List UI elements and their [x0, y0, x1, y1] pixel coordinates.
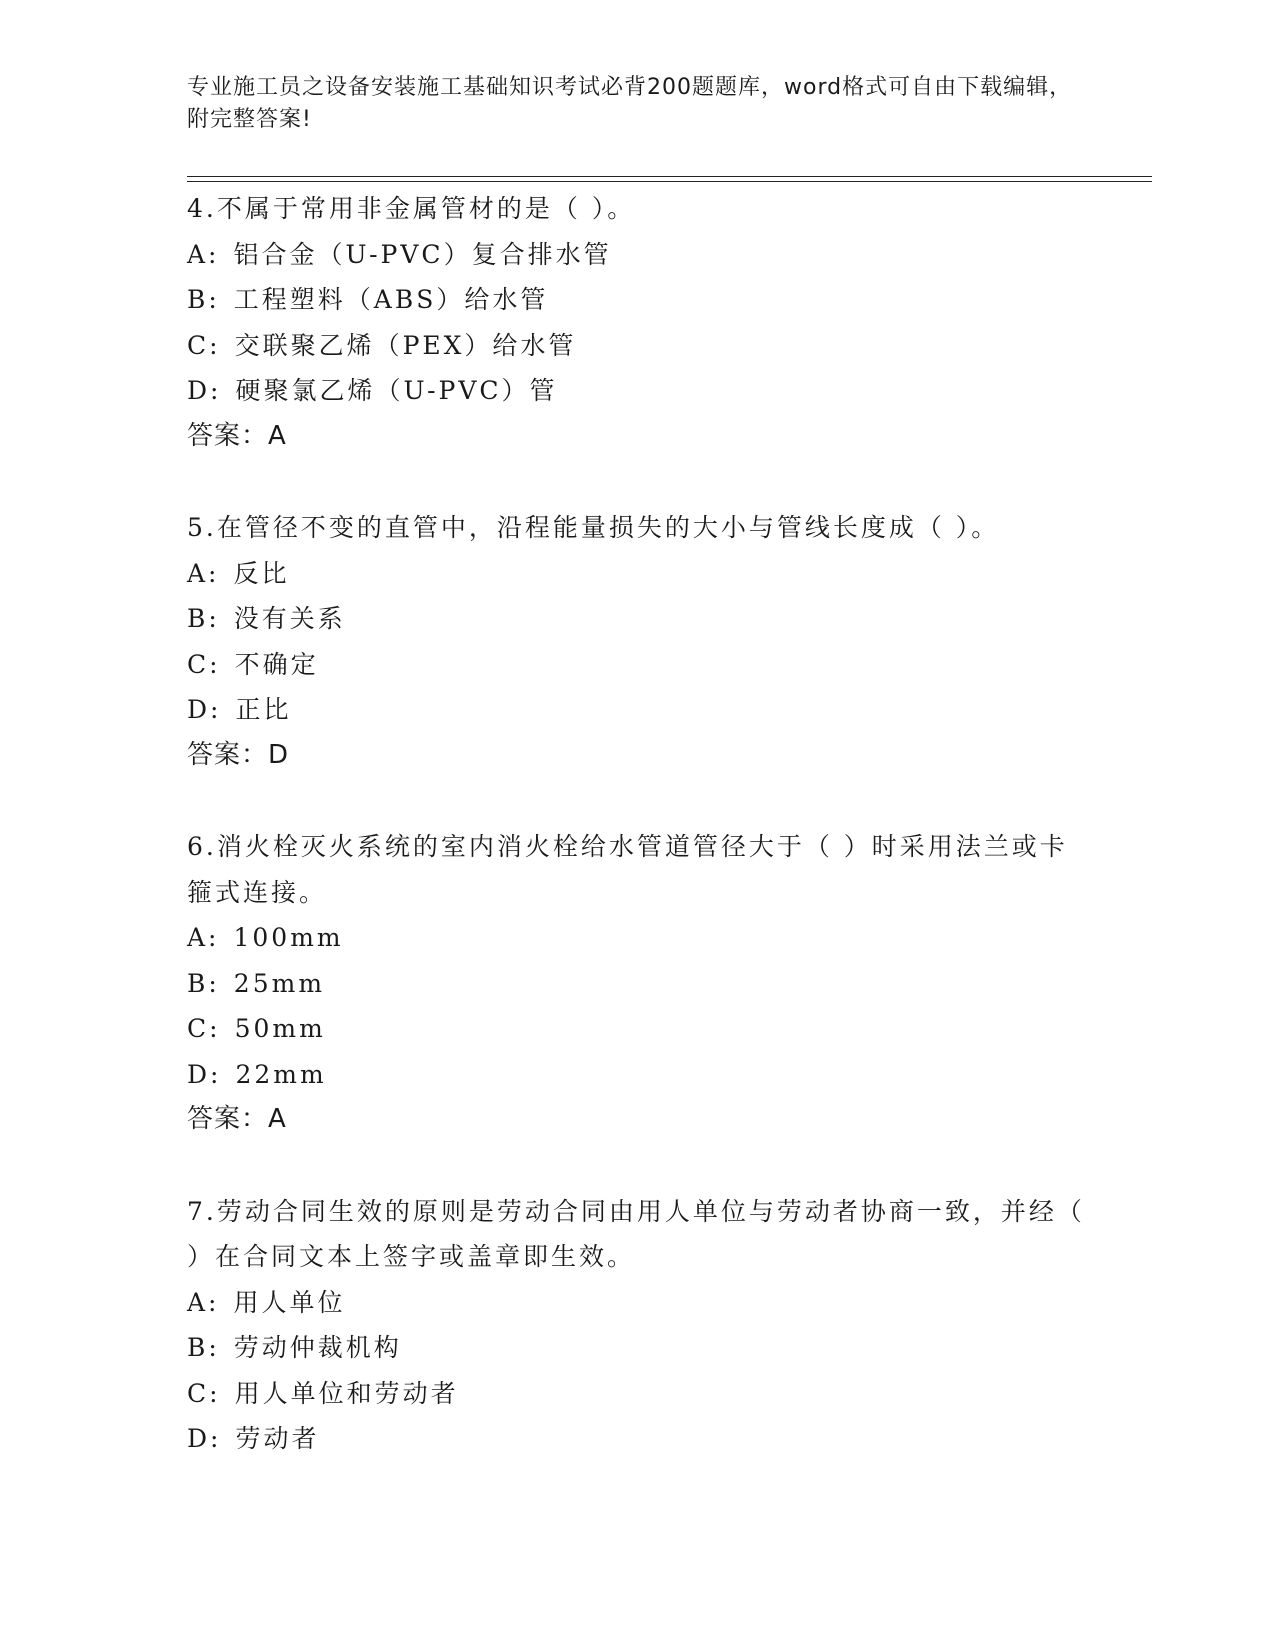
option-text: 反比: [233, 558, 290, 588]
option-label: A:: [187, 1287, 220, 1317]
option-c: [187, 1006, 1087, 1052]
option-c: [187, 323, 1087, 369]
option-label: D:: [187, 1424, 222, 1453]
option-text: 劳动者: [235, 1424, 320, 1453]
option-label: B:: [187, 968, 220, 998]
option-label: C:: [187, 1378, 221, 1408]
option-text: 交联聚乙烯（PEX）给水管: [234, 330, 577, 360]
option-label: D:: [187, 376, 222, 405]
header-divider-bottom: [187, 181, 1152, 182]
option-a: [187, 551, 1087, 597]
option-label: B:: [187, 285, 220, 314]
question-7: [187, 1189, 1087, 1462]
option-label: C:: [187, 649, 221, 679]
option-b: [187, 1325, 1087, 1371]
option-label: A:: [187, 558, 220, 588]
option-text: 工程塑料（ABS）给水管: [233, 285, 549, 314]
option-text: 不确定: [234, 649, 319, 679]
option-label: B:: [187, 604, 220, 633]
answer-line: 答案：D: [187, 739, 290, 770]
option-d: [187, 1052, 1087, 1098]
option-d: [187, 687, 1087, 733]
option-label: C:: [187, 330, 221, 360]
question-list: [187, 186, 1087, 1508]
option-text: 用人单位: [233, 1287, 346, 1317]
header-divider-top: [187, 176, 1152, 177]
option-a: [187, 915, 1087, 961]
option-text: 25mm: [233, 968, 326, 998]
option-a: [187, 1280, 1087, 1326]
answer-line: 答案：A: [187, 1104, 287, 1134]
option-a: [187, 232, 1087, 278]
option-c: [187, 642, 1087, 688]
option-label: A:: [187, 239, 220, 269]
option-text: 正比: [235, 695, 292, 724]
question-stem: 4.不属于常用非金属管材的是（ ）。: [187, 194, 636, 223]
question-stem: 6.消火栓灭火系统的室内消火栓给水管道管径大于（ ）时采用法兰或卡箍式连接。: [187, 832, 1068, 907]
option-label: C:: [187, 1014, 221, 1043]
option-label: D:: [187, 1059, 222, 1089]
question-4: [187, 186, 1087, 459]
option-label: A:: [187, 923, 220, 952]
option-text: 50mm: [234, 1014, 326, 1043]
option-text: 铝合金（U-PVC）复合排水管: [233, 239, 612, 269]
question-stem: 7.劳动合同生效的原则是劳动合同由用人单位与劳动者协商一致，并经（ ）在合同文本上签字或盖章即生效。: [187, 1196, 1085, 1271]
answer-line: 答案：A: [187, 420, 287, 451]
option-text: 没有关系: [233, 604, 346, 633]
option-text: 劳动仲裁机构: [233, 1333, 402, 1362]
question-6: [187, 824, 1087, 1143]
option-text: 22mm: [235, 1059, 327, 1089]
option-d: [187, 1416, 1087, 1462]
option-label: B:: [187, 1333, 220, 1362]
option-text: 硬聚氯乙烯（U-PVC）管: [235, 376, 558, 405]
question-stem: 5.在管径不变的直管中，沿程能量损失的大小与管线长度成（ ）。: [187, 513, 1000, 542]
document-header: 专业施工员之设备安装施工基础知识考试必背200题题库，word格式可自由下载编辑，附完整答案!: [187, 75, 1073, 132]
option-text: 100mm: [233, 923, 344, 952]
option-d: [187, 368, 1087, 414]
option-text: 用人单位和劳动者: [234, 1378, 459, 1408]
option-c: [187, 1371, 1087, 1417]
option-b: [187, 596, 1087, 642]
option-b: [187, 961, 1087, 1007]
question-5: [187, 505, 1087, 778]
option-label: D:: [187, 695, 222, 724]
option-b: [187, 277, 1087, 323]
